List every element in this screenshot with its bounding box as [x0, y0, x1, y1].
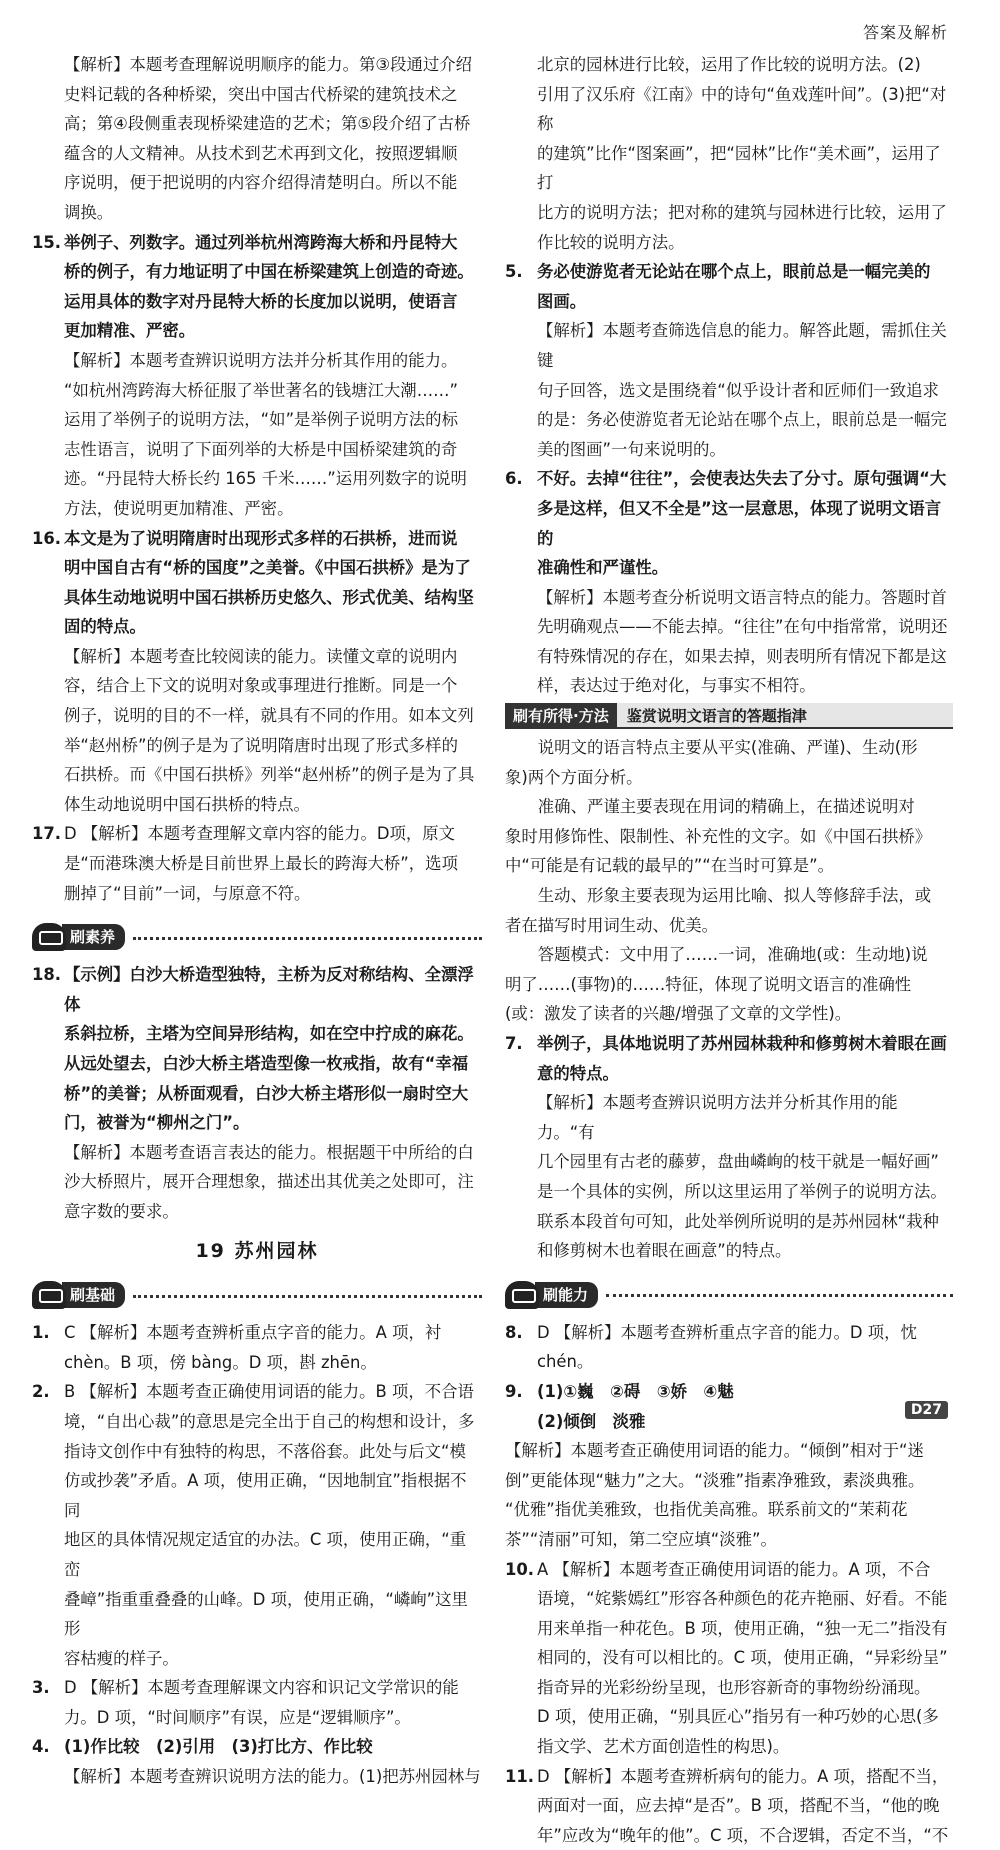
tip-line: (或：激发了读者的兴趣/增强了文章的文学性)。 [505, 1004, 852, 1024]
analysis-line: 迹。“丹昆特大桥长约 165 千米……”运用列数字的说明 [64, 469, 467, 489]
tip-line: 象)两个方面分析。 [505, 767, 643, 787]
text-line: 序说明，便于把说明的内容介绍得清楚明白。所以不能 [64, 173, 458, 193]
analysis-line: 沙大桥照片，展开合理想象，描述出其优美之处即可，注 [64, 1172, 474, 1192]
analysis-line: 容，结合上下文的说明对象或事理进行推断。同是一个 [64, 676, 458, 696]
answer-line: 桥”的美誉；从桥面观看，白沙大桥主塔形似一扇时空大 [64, 1083, 469, 1103]
text-line: 史料记载的各种桥梁，突出中国古代桥梁的建筑技术之 [64, 84, 458, 104]
text-line: 调换。 [64, 202, 114, 222]
question-number: 11. [505, 1766, 535, 1786]
question-number: 8. [505, 1322, 523, 1342]
method-tip-tag: 刷有所得·方法 [505, 703, 617, 729]
analysis-line: 是一个具体的实例，所以这里运用了举例子的说明方法。 [537, 1181, 947, 1201]
answer-line: 运用具体的数字对丹昆特大桥的长度加以说明，使语言 [64, 291, 458, 311]
dotted-divider [133, 1295, 482, 1298]
text-line: 的建筑”比作“图案画”，把“园林”比作“美术画”，运用了打 [537, 143, 941, 193]
book-icon [32, 923, 66, 951]
analysis-line: 先明确观点——不能去掉。“往往”在句中指常常，说明还 [537, 617, 948, 637]
analysis-line: 美的图画”一句来说明的。 [537, 439, 726, 459]
answer-line: (1)作比较 (2)引用 (3)打比方、作比较 [64, 1737, 373, 1757]
question-number: 2. [32, 1382, 50, 1402]
analysis-line: 境，“自出心裁”的意思是完全出于自己的构想和设计，多 [64, 1411, 475, 1431]
tip-line: 答题模式：文中用了……一词，准确地(或：生动地)说 [537, 945, 928, 965]
question-4 [32, 1732, 482, 1791]
analysis-line: “如杭州湾跨海大桥征服了举世著名的钱塘江大潮……” [64, 380, 458, 400]
question-number: 9. [505, 1381, 523, 1401]
question-17 [32, 819, 482, 908]
answer-line: 具体生动地说明中国石拱桥历史悠久、形式优美、结构坚 [64, 587, 474, 607]
question-6 [505, 464, 953, 701]
analysis-line: 指奇异的光彩纷纷呈现，也形容新奇的事物纷纷涌现。 [537, 1677, 931, 1697]
answer-line: 不好。去掉“往往”，会使表达失去了分寸。原句强调“大 [537, 469, 947, 489]
analysis-line: 仿或抄袭”矛盾。A 项，使用正确，“因地制宜”指根据不同 [64, 1471, 467, 1520]
text-line: 作比较的说明方法。 [537, 232, 685, 252]
question-2 [32, 1377, 482, 1673]
tip-line: 准确、严谨主要表现在用词的精确上，在描述说明对 [537, 797, 915, 817]
banner-jichu [32, 1280, 482, 1310]
question-number: 5. [505, 262, 523, 282]
tip-line: 生动、形象主要表现为运用比喻、拟人等修辞手法，或 [537, 886, 932, 906]
answer-line: 多是这样，但又不全是”这一层意思，体现了说明文语言的 [537, 498, 942, 548]
analysis-line: 两面对一面，应去掉“是否”。B 项，搭配不当，“他的晚 [537, 1796, 940, 1816]
book-icon [505, 1281, 539, 1309]
analysis-line: 是“而港珠澳大桥是目前世界上最长的跨海大桥”，选项 [64, 854, 458, 874]
text-line: 比方的说明方法；把对称的建筑与园林进行比较，运用了 [537, 202, 947, 222]
answer-line: 图画。 [537, 291, 587, 311]
answer-line: 更加精准、严密。 [64, 321, 196, 341]
analysis-line: 叠嶂”指重重叠叠的山峰。D 项，使用正确，“嶙峋”这里形 [64, 1589, 468, 1639]
analysis-line: B 【解析】本题考查正确使用词语的能力。B 项，不合语 [64, 1382, 474, 1402]
banner-nengli [505, 1280, 953, 1310]
analysis-line: 删掉了“目前”一词，与原意不符。 [64, 883, 311, 903]
analysis-line: 和修剪树木也着眼在画意”的特点。 [537, 1241, 792, 1261]
answer-line: 门，被誉为“柳州之门”。 [64, 1113, 250, 1133]
question-number: 3. [32, 1678, 50, 1698]
question-number: 6. [505, 469, 523, 489]
analysis-line: 【解析】本题考查比较阅读的能力。读懂文章的说明内 [64, 646, 458, 666]
analysis-line: 【解析】本题考查辨识说明方法的能力。(1)把苏州园林与 [64, 1767, 481, 1787]
analysis-line: chèn。B 项，傍 bàng。D 项，斟 zhēn。 [64, 1352, 377, 1372]
analysis-line: 【解析】本题考查分析说明文语言特点的能力。答题时首 [537, 587, 947, 607]
dotted-divider [606, 1294, 953, 1297]
question-3 [32, 1673, 482, 1732]
q14-analysis [32, 50, 482, 228]
analysis-line: 【解析】本题考查辨识说明方法并分析其作用的能力。 [64, 350, 458, 370]
banner-suyang [32, 922, 482, 952]
analysis-line: 运用了举例子的说明方法，“如”是举例子说明方法的标 [64, 410, 458, 430]
question-16 [32, 524, 482, 820]
page-number: D27 [905, 1401, 948, 1419]
question-18 [32, 960, 482, 1226]
analysis-line: 年”应改为“晚年的他”。C 项，不合逻辑，否定不当，“不 [537, 1825, 949, 1845]
analysis-line: D 【解析】本题考查辨析重点字音的能力。D 项，忱 chén。 [537, 1322, 917, 1372]
question-1 [32, 1318, 482, 1377]
analysis-line: 有特殊情况的存在，如果去掉，则表明所有情况下都是这 [537, 646, 947, 666]
analysis-line: 【解析】本题考查语言表达的能力。根据题干中所给的白 [64, 1142, 474, 1162]
answer-line: 桥的例子，有力地证明了中国在桥梁建筑上创造的奇迹。 [64, 262, 474, 282]
analysis-line: 语境，“姹紫嫣红”形容各种颜色的花卉艳丽、好看。不能 [537, 1589, 948, 1609]
text-line: 北京的园林进行比较，运用了作比较的说明方法。(2) [537, 55, 921, 74]
method-tip-title: 鉴赏说明文语言的答题指津 [617, 703, 953, 729]
answer-line: 固的特点。 [64, 617, 146, 637]
analysis-line: 意字数的要求。 [64, 1201, 179, 1221]
analysis-line: 指诗文创作中有独特的构思，不落俗套。此处与后文“模 [64, 1441, 466, 1461]
analysis-line: 举“赵州桥”的例子是为了说明隋唐时出现了形式多样的 [64, 735, 458, 755]
answer-line: 【示例】白沙大桥造型独特，主桥为反对称结构、全漂浮体 [64, 965, 474, 1014]
analysis-line: 【解析】本题考查辨识说明方法并分析其作用的能力。“有 [537, 1093, 898, 1142]
question-number: 10. [505, 1559, 535, 1579]
banner-label: 刷基础 [62, 1282, 125, 1308]
analysis-line: A 【解析】本题考查正确使用词语的能力。A 项，不合 [537, 1559, 931, 1579]
analysis-line: 相同的，没有可以相比的。C 项，使用正确，“异彩纷呈” [537, 1648, 948, 1668]
q9-analysis [505, 1436, 953, 1554]
banner-label: 刷能力 [535, 1282, 598, 1308]
question-9 [505, 1377, 953, 1436]
analysis-line: D 【解析】本题考查理解课文内容和识记文学常识的能 [64, 1678, 459, 1698]
method-tip-header [505, 703, 953, 729]
tip-line: 者在描写时用词生动、优美。 [505, 915, 719, 935]
answer-line: 从远处望去，白沙大桥主塔造型像一枚戒指，故有“幸福 [64, 1054, 469, 1073]
method-tip-body [505, 733, 953, 1029]
analysis-line: 【解析】本题考查筛选信息的能力。解答此题，需抓住关键 [537, 321, 947, 370]
banner-label: 刷素养 [62, 924, 125, 950]
analysis-line: D 项，使用正确，“别具匠心”指另有一种巧妙的心思(多 [537, 1707, 939, 1727]
analysis-line: 倒”更能体现“魅力”之大。“淡雅”指素净雅致，素淡典雅。 [505, 1470, 925, 1490]
answer-line: 务必使游览者无论站在哪个点上，眼前总是一幅完美的 [537, 262, 931, 282]
analysis-line: 方法，使说明更加精准、严密。 [64, 498, 294, 518]
section-name: 苏州园林 [234, 1239, 319, 1262]
text-line: 蕴含的人文精神。从技术到艺术再到文化，按照逻辑顺 [64, 143, 458, 163]
answer-line: (1)①巍 ②碍 ③娇 ④魅 [537, 1381, 734, 1401]
book-icon [32, 1281, 66, 1309]
analysis-line: 联系本段首句可知，此处举例所说明的是苏州园林“栽种 [537, 1211, 939, 1231]
analysis-line: 容枯瘦的样子。 [64, 1648, 179, 1668]
page-header: 答案及解析 [862, 23, 948, 42]
analysis-line: D 【解析】本题考查辨析病句的能力。A 项，搭配不当， [537, 1766, 949, 1786]
text-line: 【解析】本题考查理解说明顺序的能力。第③段通过介绍 [64, 55, 473, 74]
analysis-line: 【解析】本题考查正确使用词语的能力。“倾倒”相对于“迷 [505, 1441, 924, 1461]
question-11 [505, 1762, 953, 1850]
question-number: 1. [32, 1323, 50, 1343]
dotted-divider [133, 937, 482, 940]
analysis-line: 用来单指一种花色。B 项，使用正确，“独一无二”指没有 [537, 1618, 948, 1638]
answer-line: 举例子、列数字。通过列举杭州湾跨海大桥和丹昆特大 [64, 232, 458, 252]
question-number: 17. [32, 824, 62, 844]
analysis-line: 地区的具体情况规定适宜的办法。C 项，使用正确，“重峦 [64, 1530, 467, 1579]
question-15 [32, 228, 482, 524]
text-line: 高；第④段侧重表现桥梁建造的艺术；第⑤段介绍了古桥 [64, 114, 471, 134]
question-number: 18. [32, 965, 62, 985]
left-column [32, 50, 482, 1792]
analysis-line: 志性语言，说明了下面列举的大桥是中国桥梁建筑的奇 [64, 439, 458, 459]
answer-line: 准确性和严谨性。 [537, 558, 669, 578]
answer-line: (2)倾倒 淡雅 [537, 1411, 646, 1431]
answer-line: 系斜拉桥，主塔为空间异形结构，如在空中拧成的麻花。 [64, 1024, 474, 1044]
answer-line: 意的特点。 [537, 1063, 619, 1083]
section-title [32, 1237, 482, 1267]
question-number: 16. [32, 528, 62, 548]
analysis-line: 句子回答，选文是围绕着“似乎设计者和匠师们一致追求 [537, 380, 939, 400]
analysis-line: 力。D 项，“时间顺序”有误，应是“逻辑顺序”。 [64, 1707, 411, 1727]
question-8 [505, 1318, 953, 1377]
analysis-line: 指文学、艺术方面创造性的构思)。 [537, 1737, 790, 1757]
analysis-line: “优雅”指优美雅致，也指优美高雅。联系前文的“茉莉花 [505, 1500, 908, 1520]
answer-line: 本文是为了说明隋唐时出现形式多样的石拱桥，进而说 [64, 528, 458, 548]
analysis-line: 石拱桥。而《中国石拱桥》列举“赵州桥”的例子是为了具 [64, 765, 475, 785]
analysis-line: 的是：务必使游览者无论站在哪个点上，眼前总是一幅完 [537, 410, 947, 430]
section-number: 19 [195, 1239, 226, 1262]
analysis-line: C 【解析】本题考查辨析重点字音的能力。A 项，衬 [64, 1323, 442, 1343]
question-number: 15. [32, 232, 62, 252]
question-number: 4. [32, 1737, 50, 1757]
analysis-line: 样，表达过于绝对化，与事实不相符。 [537, 676, 816, 696]
analysis-line: 体生动地说明中国石拱桥的特点。 [64, 794, 310, 814]
analysis-line: 几个园里有古老的藤萝，盘曲嶙峋的枝干就是一幅好画” [537, 1152, 939, 1172]
question-10 [505, 1555, 953, 1762]
analysis-line: D 【解析】本题考查理解文章内容的能力。D项，原文 [64, 824, 456, 844]
tip-line: 中“可能是有记载的最早的”“在当时可算是”。 [505, 856, 834, 876]
question-7 [505, 1029, 953, 1266]
analysis-line: 茶”“清丽”可知，第二空应填“淡雅”。 [505, 1529, 777, 1549]
answer-line: 举例子，具体地说明了苏州园林栽种和修剪树木着眼在画 [537, 1034, 947, 1053]
analysis-line: 例子，说明的目的不一样，就具有不同的作用。如本文列 [64, 706, 474, 726]
question-5 [505, 257, 953, 464]
tip-line: 象时用修饰性、限制性、补充性的文字。如《中国石拱桥》 [505, 826, 932, 846]
text-line: 引用了汉乐府《江南》中的诗句“鱼戏莲叶间”。(3)把“对称 [537, 84, 947, 134]
tip-line: 说明文的语言特点主要从平实(准确、严谨)、生动(形 [537, 738, 918, 758]
right-column [505, 50, 953, 1850]
question-number: 7. [505, 1034, 523, 1053]
tip-line: 明了……(事物)的……特征，体现了说明文语言的准确性 [505, 974, 912, 994]
answer-line: 明中国自古有“桥的国度”之美誉。《中国石拱桥》是为了 [64, 558, 471, 578]
q4-analysis-continued [505, 50, 953, 257]
